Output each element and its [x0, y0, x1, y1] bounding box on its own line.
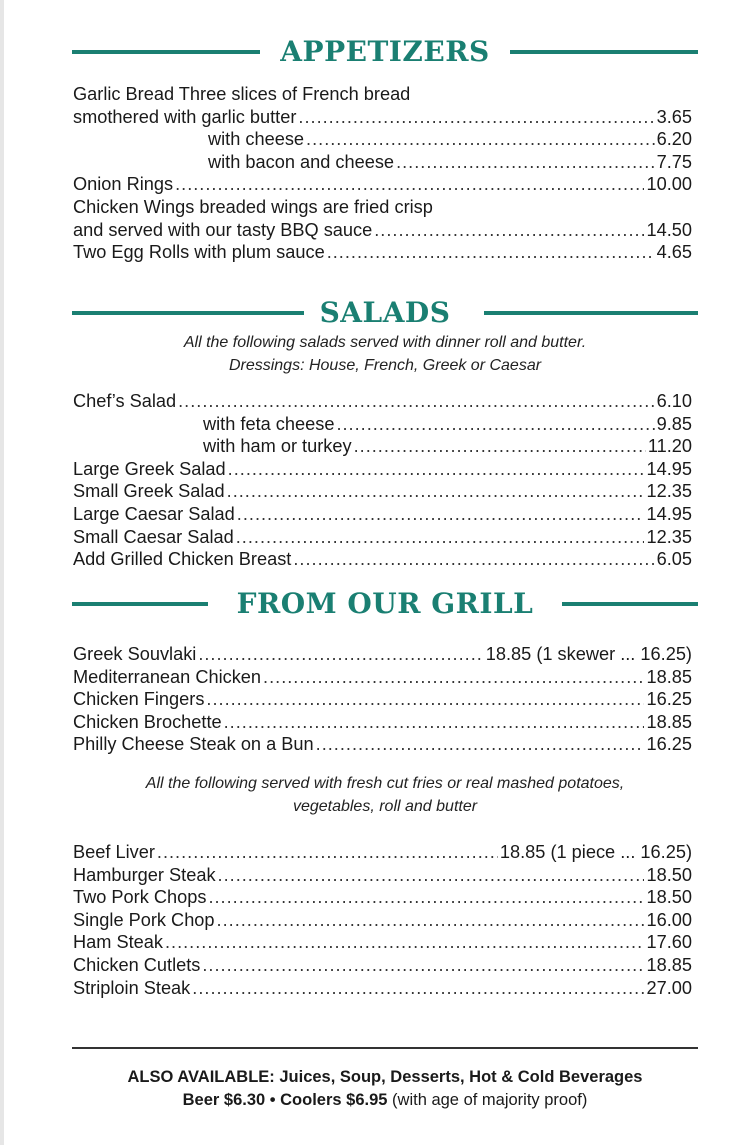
menu-item: [73, 106, 692, 129]
item-name: Greek Souvlaki: [73, 644, 197, 664]
menu-item: [73, 241, 692, 264]
item-name: with cheese: [208, 129, 305, 150]
item-price: 18.85: [646, 666, 692, 687]
menu-item: [73, 666, 692, 689]
footer-divider: [72, 1047, 698, 1049]
item-price: 18.50: [646, 887, 692, 908]
item-price: 11.20: [647, 436, 692, 457]
item-name: Onion Rings: [73, 174, 174, 195]
grill-note-line1: All the following served with fresh cut fries or real mashed potatoes,: [145, 775, 625, 792]
leader-dots: [327, 241, 655, 264]
grill-list-2: [73, 841, 692, 999]
header-rule-right: [562, 602, 698, 606]
appetizers-title: APPETIZERS: [280, 35, 490, 68]
salads-header: [72, 293, 698, 333]
item-name: Chef’s Salad: [73, 391, 177, 411]
item-price: 4.65: [656, 242, 692, 263]
leader-dots: [206, 688, 644, 711]
leader-dots: [157, 841, 498, 864]
leader-dots: [217, 909, 645, 932]
item-price: 16.00: [646, 909, 692, 930]
item-name: with bacon and cheese: [208, 151, 395, 172]
grill-header: [72, 584, 698, 624]
leader-dots: [316, 733, 645, 756]
menu-item: [73, 864, 692, 887]
leader-dots: [263, 666, 644, 689]
item-name: Chicken Brochette: [73, 711, 222, 732]
leader-dots: [374, 219, 644, 242]
leader-dots: [237, 503, 645, 526]
item-name: Large Caesar Salad: [73, 503, 235, 524]
menu-item: [73, 548, 692, 571]
leader-dots: [306, 128, 655, 151]
leader-dots: [178, 390, 654, 413]
item-price: 9.85: [656, 413, 692, 434]
item-name: Chicken Fingers: [73, 689, 205, 710]
menu-item: [73, 480, 692, 503]
item-price: 17.60: [646, 932, 692, 953]
menu-item: [73, 977, 692, 1000]
item-name: smothered with garlic butter: [73, 106, 297, 127]
item-name: Small Greek Salad: [73, 481, 225, 502]
item-price: 6.05: [656, 549, 692, 570]
item-name: Large Greek Salad: [73, 458, 226, 479]
leader-dots: [396, 151, 655, 174]
menu-item: [73, 151, 692, 174]
leader-dots: [192, 977, 644, 1000]
grill-title: FROM OUR GRILL: [236, 587, 534, 620]
leader-dots: [336, 413, 654, 436]
item-name: Mediterranean Chicken: [73, 666, 262, 687]
item-price: 12.35: [646, 526, 692, 547]
item-price: 27.00: [646, 977, 692, 998]
leader-dots: [227, 480, 645, 503]
menu-item: [73, 931, 692, 954]
item-price: 14.95: [646, 503, 692, 524]
item-price: 18.85: [646, 711, 692, 732]
item-price: 18.85 (1 piece ... 16.25): [499, 842, 692, 862]
beer-coolers-prices: Beer $6.30 • Coolers $6.95: [182, 1091, 388, 1109]
leader-dots: [202, 954, 644, 977]
salads-title: SALADS: [319, 296, 451, 329]
header-rule-right: [510, 50, 698, 54]
item-price: 3.65: [656, 106, 692, 127]
salads-list: [73, 390, 692, 571]
footer: [72, 1066, 698, 1112]
grill-note-line2: vegetables, roll and butter: [292, 798, 478, 815]
menu-item: [73, 711, 692, 734]
menu-item: [73, 413, 692, 436]
menu-item: [73, 954, 692, 977]
item-price: 10.00: [646, 174, 692, 195]
header-rule-right: [484, 311, 698, 315]
grill-note: [72, 772, 698, 818]
menu-item: [73, 128, 692, 151]
item-name: with feta cheese: [203, 413, 335, 434]
leader-dots: [208, 886, 644, 909]
chicken-wings-description: Chicken Wings breaded wings are fried crisp: [73, 196, 433, 217]
leader-dots: [175, 173, 644, 196]
grill-list: [73, 643, 692, 756]
item-price: 16.25: [646, 734, 692, 755]
leader-dots: [165, 931, 645, 954]
item-price: 6.10: [656, 391, 692, 411]
item-name: with ham or turkey: [203, 436, 352, 457]
menu-item: [73, 390, 692, 413]
garlic-bread-description: Garlic Bread Three slices of French bread: [73, 84, 411, 104]
item-price: 18.85: [646, 954, 692, 975]
item-name: Add Grilled Chicken Breast: [73, 549, 292, 570]
leader-dots: [228, 458, 645, 481]
menu-item: [73, 643, 692, 666]
item-price: 6.20: [656, 129, 692, 150]
menu-item: [73, 733, 692, 756]
item-name: Two Egg Rolls with plum sauce: [73, 242, 325, 263]
item-name: Single Pork Chop: [73, 909, 215, 930]
salads-note-line1: All the following salads served with dinner roll and butter.: [183, 334, 587, 351]
page-edge: [0, 0, 4, 1145]
item-name: Striploin Steak: [73, 977, 191, 998]
menu-item: [73, 503, 692, 526]
item-price: 12.35: [646, 481, 692, 502]
appetizers-header: [72, 32, 698, 72]
age-proof-note: (with age of majority proof): [387, 1091, 588, 1109]
item-name: Philly Cheese Steak on a Bun: [73, 734, 314, 755]
menu-item: [73, 526, 692, 549]
also-available-line: ALSO AVAILABLE: Juices, Soup, Desserts, Hot & Cold Beverages: [127, 1068, 643, 1086]
menu-item: [73, 219, 692, 242]
item-price: 14.95: [646, 458, 692, 479]
item-price: 16.25: [646, 689, 692, 710]
item-name: Ham Steak: [73, 932, 163, 953]
leader-dots: [298, 106, 654, 129]
salads-note-line2: Dressings: House, French, Greek or Caesar: [228, 357, 542, 374]
item-name: Two Pork Chops: [73, 887, 207, 908]
menu-item: [73, 909, 692, 932]
menu-item: [73, 841, 692, 864]
leader-dots: [236, 526, 645, 549]
menu-item: [73, 688, 692, 711]
item-price: 18.85 (1 skewer ... 16.25): [485, 644, 692, 664]
appetizers-list: [73, 83, 692, 264]
item-price: 18.50: [646, 864, 692, 885]
menu-item: [73, 458, 692, 481]
leader-dots: [218, 864, 645, 887]
item-name: Hamburger Steak: [73, 864, 216, 885]
menu-item: [73, 435, 692, 458]
leader-dots: [224, 711, 645, 734]
item-name: Small Caesar Salad: [73, 526, 234, 547]
item-name: and served with our tasty BBQ sauce: [73, 219, 373, 240]
item-price: 14.50: [646, 219, 692, 240]
item-name: Chicken Cutlets: [73, 954, 201, 975]
menu-item: [73, 886, 692, 909]
salads-note: [72, 331, 698, 377]
leader-dots: [354, 435, 646, 458]
item-name: Beef Liver: [73, 842, 155, 862]
leader-dots: [198, 643, 483, 666]
leader-dots: [293, 548, 654, 571]
menu-item: [73, 173, 692, 196]
item-price: 7.75: [656, 151, 692, 172]
